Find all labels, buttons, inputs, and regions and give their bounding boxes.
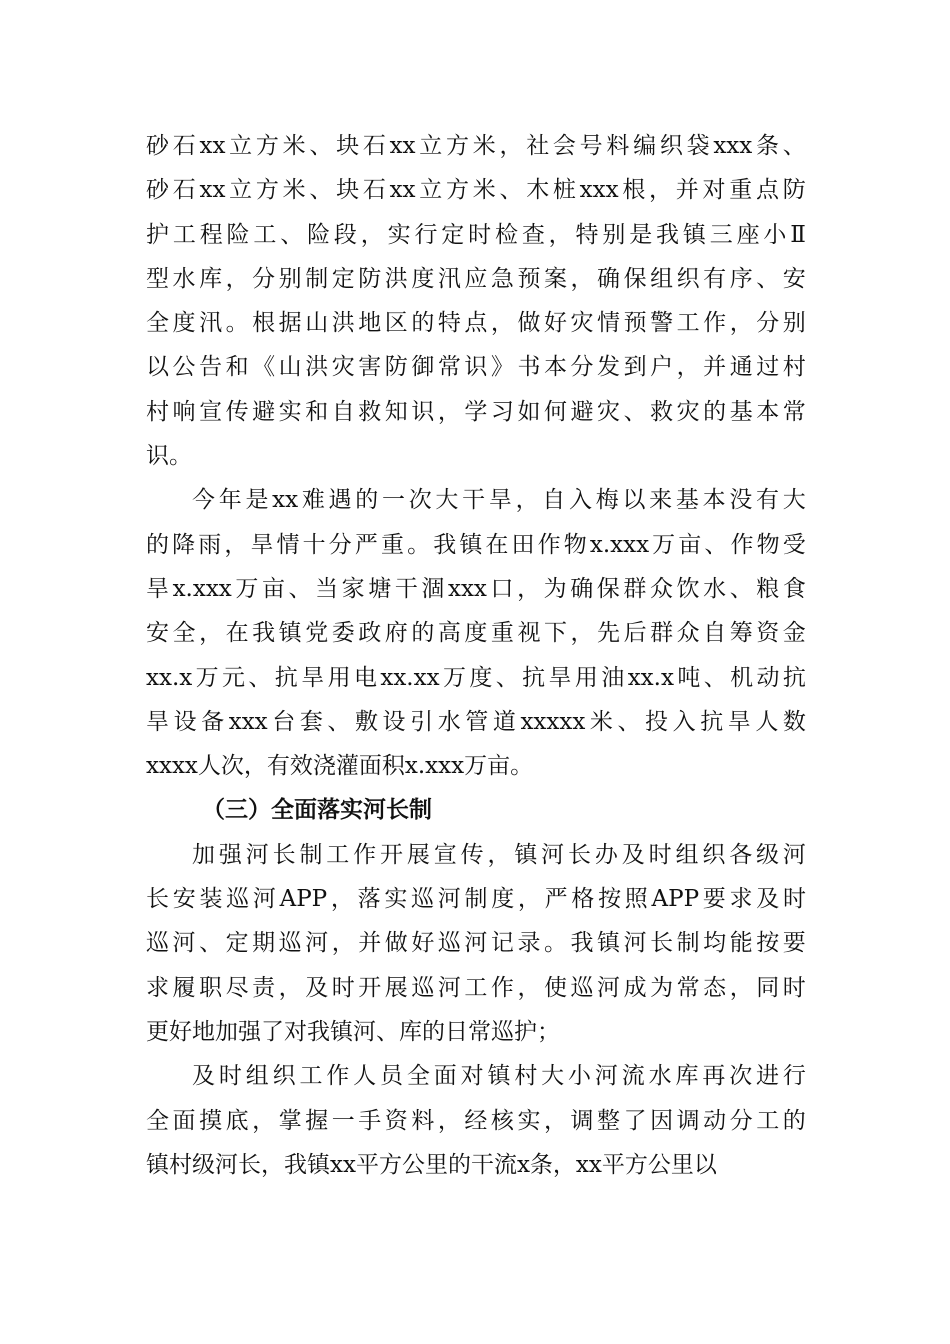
text-line: 以 公 告 和 《 山 洪 灾 害 防 御 常 识 》 书 本 分 发 到 户 ， 并 通 过 村 xyxy=(146,354,806,381)
text-line: 长 安 装 巡 河 APP ， 落 实 巡 河 制 度 ， 严 格 按 照 APP 要 求 及 时 xyxy=(146,886,806,913)
text-line: 更好地加强了对我镇河、库的日常巡护； xyxy=(146,1018,560,1045)
text-line: 今 年 是 xx 难 遇 的 一 次 大 干 旱 ， 自 入 梅 以 来 基 本 没 有 大 xyxy=(192,487,806,514)
text-line: 全 面 摸 底 ， 掌 握 一 手 资 料 ， 经 核 实 ， 调 整 了 因 调 动 分 工 的 xyxy=(146,1107,806,1134)
text-line: 砂 石 xx 立 方 米 、 块 石 xx 立 方 米 ， 社 会 号 料 编 织 袋 xxx 条 、 xyxy=(146,133,806,159)
text-line: 识。 xyxy=(146,443,192,470)
text-line: 求 履 职 尽 责 ， 及 时 开 展 巡 河 工 作 ， 使 巡 河 成 为 常 态 ， 同 时 xyxy=(146,974,806,1001)
text-line: 型 水 库 ， 分 别 制 定 防 洪 度 汛 应 急 预 案 ， 确 保 组 织 有 序 、 安 xyxy=(146,265,806,292)
text-line: 护 工 程 险 工 、 险 段 ， 实 行 定 时 检 查 ， 特 别 是 我 镇 三 座 小 Ⅱ xyxy=(146,221,806,248)
text-line: 的 降 雨 ， 旱 情 十 分 严 重 。 我 镇 在 田 作 物 x.xxx 万 亩 、 作 物 受 xyxy=(146,531,806,558)
text-line: xxxx人次，有效浇灌面积x.xxx万亩。 xyxy=(146,753,534,780)
text-line: 砂 石 xx 立 方 米 、 块 石 xx 立 方 米 、 木 桩 xxx 根 ， 并 对 重 点 防 xyxy=(146,177,806,204)
text-line: 旱 设 备 xxx 台 套 、 敷 设 引 水 管 道 xxxxx 米 、 投 入 抗 旱 人 数 xyxy=(146,708,806,735)
text-line: 安 全 ， 在 我 镇 党 委 政 府 的 高 度 重 视 下 ， 先 后 群 众 自 筹 资 金 xyxy=(146,620,806,647)
text-line: 旱 x.xxx 万 亩 、 当 家 塘 干 涸 xxx 口 ， 为 确 保 群 众 饮 水 、 粮 食 xyxy=(146,575,806,602)
text-line: （三）全面落实河长制 xyxy=(202,797,432,824)
text-line: 全 度 汛 。 根 据 山 洪 地 区 的 特 点 ， 做 好 灾 情 预 警 工 作 ， 分 别 xyxy=(146,310,806,337)
text-line: 村 响 宣 传 避 实 和 自 救 知 识 ， 学 习 如 何 避 灾 、 救 灾 的 基 本 常 xyxy=(146,398,806,425)
text-line: 镇村级河长，我镇xx平方公里的干流x条，xx平方公里以 xyxy=(146,1151,717,1178)
text-line: 加 强 河 长 制 工 作 开 展 宣 传 ， 镇 河 长 办 及 时 组 织 各 级 河 xyxy=(192,841,806,868)
text-line: 巡 河 、 定 期 巡 河 ， 并 做 好 巡 河 记 录 。 我 镇 河 长 制 均 能 按 要 xyxy=(146,930,806,957)
document-body xyxy=(146,124,806,1187)
text-line: xx.x 万 元 、 抗 旱 用 电 xx.xx 万 度 、 抗 旱 用 油 xx.x 吨 、 机 动 抗 xyxy=(146,664,806,691)
text-line: 及 时 组 织 工 作 人 员 全 面 对 镇 村 大 小 河 流 水 库 再 次 进 行 xyxy=(192,1063,806,1090)
